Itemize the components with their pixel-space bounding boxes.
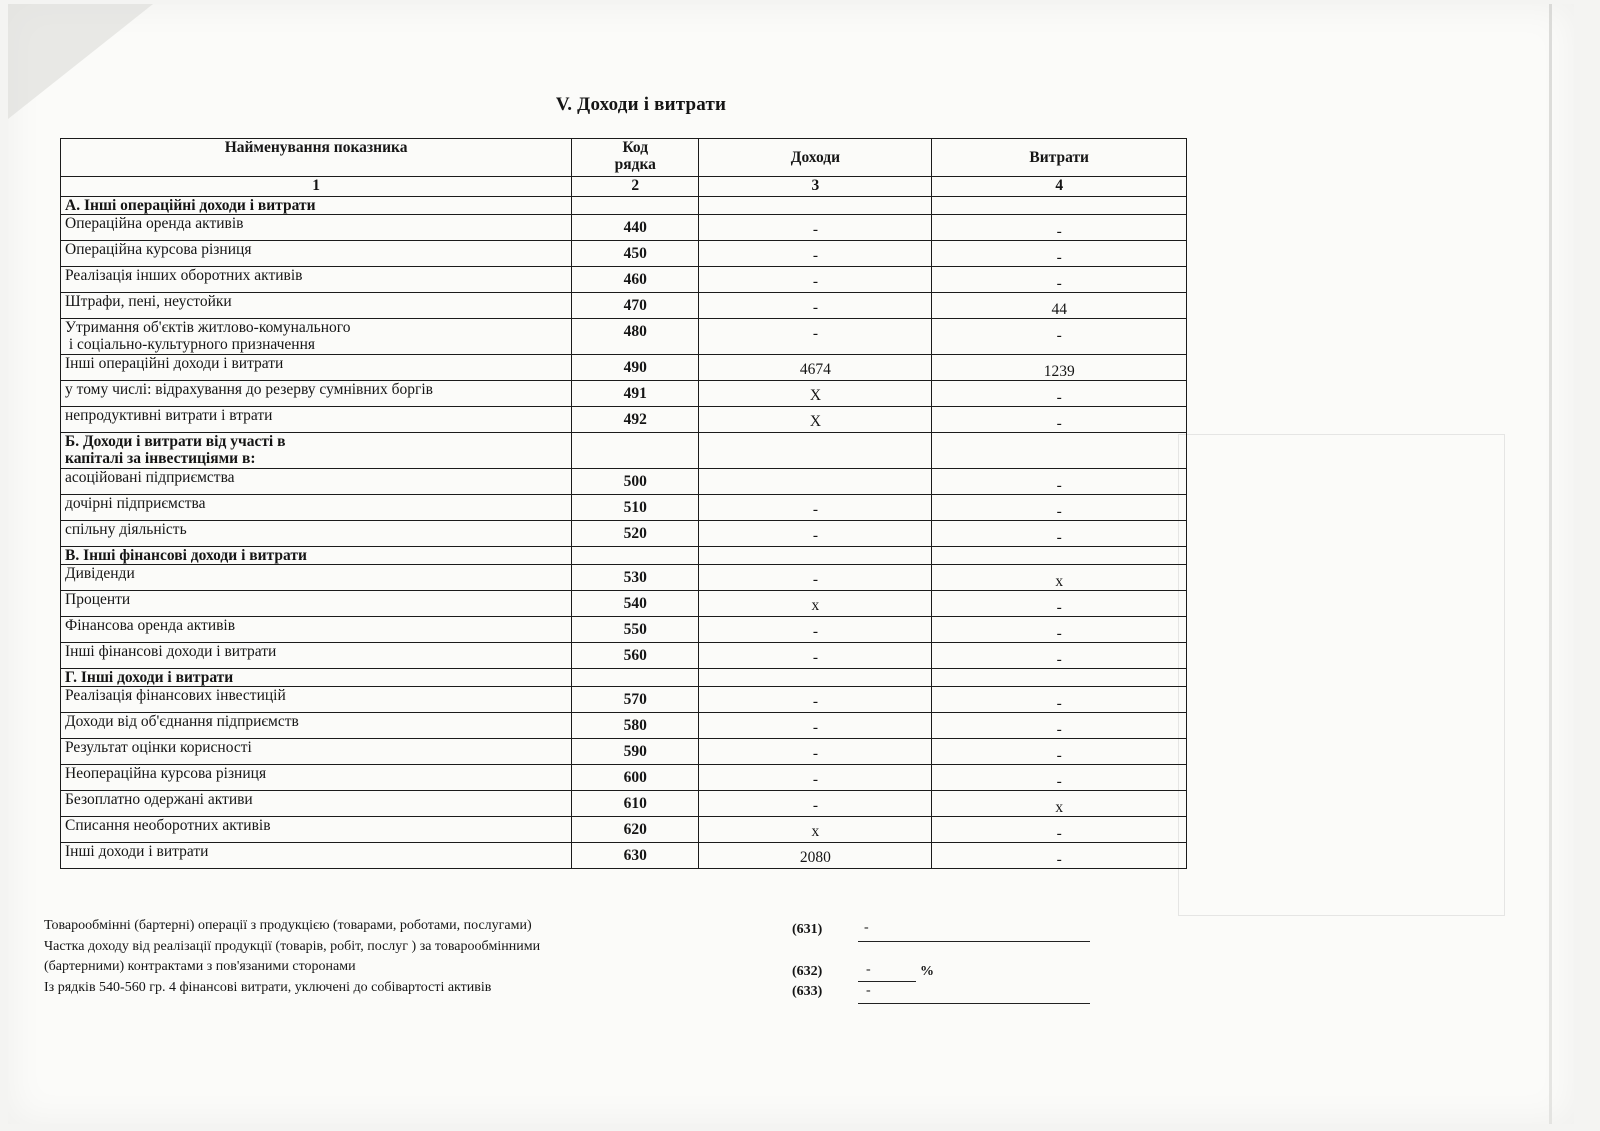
table-row	[61, 293, 1187, 319]
col-number-2: 2	[572, 177, 699, 197]
footer-line-share-cont: (бартерними) контрактами з пов'язаними сторонами	[44, 959, 356, 974]
section-label	[61, 197, 572, 215]
line-code: 491	[572, 381, 699, 407]
table-row	[61, 817, 1187, 843]
line-code: 480	[572, 319, 699, 355]
table-row	[61, 521, 1187, 547]
income-value: -	[699, 267, 932, 293]
col-number-4: 4	[932, 177, 1187, 197]
expense-value: 44	[932, 293, 1187, 319]
table-row	[61, 565, 1187, 591]
table-row	[61, 591, 1187, 617]
indicator-name	[61, 765, 572, 791]
expense-value: х	[932, 791, 1187, 817]
empty-cell	[572, 547, 699, 565]
line-code: 460	[572, 267, 699, 293]
expense-value: -	[932, 591, 1187, 617]
indicator-name	[61, 407, 572, 433]
page-edge	[1549, 4, 1552, 1124]
indicator-name-line: Списання необоротних активів	[65, 817, 271, 834]
line-code: 492	[572, 407, 699, 433]
empty-cell	[572, 433, 699, 469]
indicator-name	[61, 565, 572, 591]
income-value: -	[699, 319, 932, 355]
indicator-name-line: спільну діяльність	[65, 521, 187, 538]
footer-value-633: -	[866, 983, 871, 998]
income-value: х	[699, 591, 932, 617]
empty-cell	[699, 433, 932, 469]
table-row	[61, 843, 1187, 869]
indicator-name-line: Операційна оренда активів	[65, 215, 244, 232]
col-number-1: 1	[61, 177, 572, 197]
indicator-name-line: Дивіденди	[65, 565, 135, 582]
expense-value: -	[932, 843, 1187, 869]
indicator-name	[61, 469, 572, 495]
line-code: 490	[572, 355, 699, 381]
expense-value: -	[932, 319, 1187, 355]
footer-value-631: -	[864, 920, 869, 935]
table-row	[61, 765, 1187, 791]
line-code: 570	[572, 687, 699, 713]
expense-value: -	[932, 521, 1187, 547]
indicator-name-line: Інші фінансові доходи і витрати	[65, 643, 277, 660]
expense-value: -	[932, 643, 1187, 669]
income-expense-table	[60, 138, 1187, 869]
table-row	[61, 643, 1187, 669]
line-code: 530	[572, 565, 699, 591]
indicator-name-line: у тому числі: відрахування до резерву сумнівних боргів	[65, 381, 433, 398]
line-code: 600	[572, 765, 699, 791]
indicator-name	[61, 687, 572, 713]
income-value: -	[699, 643, 932, 669]
indicator-name	[61, 241, 572, 267]
expense-value: -	[932, 407, 1187, 433]
section-row	[61, 669, 1187, 687]
income-value: -	[699, 495, 932, 521]
indicator-name-line: Реалізація фінансових інвестицій	[65, 687, 286, 704]
section-label	[61, 669, 572, 687]
empty-cell	[699, 547, 932, 565]
header-code	[572, 139, 699, 177]
indicator-name-line: Інші операційні доходи і витрати	[65, 355, 284, 372]
expense-value: -	[932, 739, 1187, 765]
section-row	[61, 547, 1187, 565]
income-value: -	[699, 713, 932, 739]
line-code: 540	[572, 591, 699, 617]
indicator-name	[61, 713, 572, 739]
empty-cell	[932, 547, 1187, 565]
line-code: 470	[572, 293, 699, 319]
table-row	[61, 713, 1187, 739]
empty-cell	[572, 197, 699, 215]
indicator-name-line: Доходи від об'єднання підприємств	[65, 713, 299, 730]
indicator-name-line: дочірні підприємства	[65, 495, 206, 512]
empty-cell	[932, 197, 1187, 215]
income-value: -	[699, 791, 932, 817]
indicator-name-line: асоційовані підприємства	[65, 469, 235, 486]
header-income: Доходи	[699, 139, 932, 177]
indicator-name	[61, 381, 572, 407]
indicator-name-line: Інші доходи і витрати	[65, 843, 209, 860]
section-label-line: Г. Інші доходи і витрати	[65, 669, 234, 686]
header-name: Найменування показника	[61, 139, 572, 177]
indicator-name-line: Результат оцінки корисності	[65, 739, 252, 756]
indicator-name-line: Проценти	[65, 591, 131, 608]
table-row	[61, 215, 1187, 241]
line-code: 520	[572, 521, 699, 547]
section-row	[61, 433, 1187, 469]
indicator-name	[61, 617, 572, 643]
header-row	[61, 139, 1187, 177]
income-value: -	[699, 617, 932, 643]
footer-line-finance: Із рядків 540-560 гр. 4 фінансові витрати, уключені до собівартості активів	[44, 980, 492, 995]
footer-underline-631	[858, 941, 1090, 942]
income-value: -	[699, 765, 932, 791]
indicator-name-line: непродуктивні витрати і втрати	[65, 407, 273, 424]
indicator-name-line: Операційна курсова різниця	[65, 241, 252, 258]
income-value: 2080	[699, 843, 932, 869]
table-row	[61, 687, 1187, 713]
section-label-line: капіталі за інвестиціями в:	[65, 450, 256, 467]
income-value: -	[699, 687, 932, 713]
section-label-line: А. Інші операційні доходи і витрати	[65, 197, 316, 214]
income-value: Х	[699, 381, 932, 407]
table-row	[61, 319, 1187, 355]
header-code-line2: рядка	[614, 156, 656, 173]
empty-cell	[699, 669, 932, 687]
indicator-name	[61, 739, 572, 765]
expense-value: -	[932, 817, 1187, 843]
indicator-name-line: Реалізація інших оборотних активів	[65, 267, 303, 284]
line-code: 510	[572, 495, 699, 521]
indicator-name	[61, 643, 572, 669]
section-label	[61, 433, 572, 469]
income-value: -	[699, 565, 932, 591]
expense-value: -	[932, 215, 1187, 241]
line-code: 580	[572, 713, 699, 739]
line-code: 550	[572, 617, 699, 643]
footer-code-633: (633)	[792, 984, 823, 999]
indicator-name	[61, 791, 572, 817]
indicator-name	[61, 267, 572, 293]
footer-underline-632	[858, 981, 916, 982]
footer-percent-sign: %	[920, 964, 934, 979]
table-row	[61, 355, 1187, 381]
indicator-name-line: Утримання об'єктів житлово-комунального	[65, 319, 351, 336]
footer-underline-633	[858, 1003, 1090, 1004]
expense-value: -	[932, 469, 1187, 495]
table-row	[61, 381, 1187, 407]
indicator-name	[61, 521, 572, 547]
indicator-name	[61, 591, 572, 617]
indicator-name	[61, 495, 572, 521]
footer-value-632: -	[866, 962, 871, 977]
footer-line-barter: Товарообмінні (бартерні) операції з продукцією (товарами, роботами, послугами)	[44, 918, 532, 933]
income-value: Х	[699, 407, 932, 433]
expense-value: 1239	[932, 355, 1187, 381]
col-number-3: 3	[699, 177, 932, 197]
indicator-name-line: Неопераційна курсова різниця	[65, 765, 267, 782]
indicator-name	[61, 843, 572, 869]
line-code: 610	[572, 791, 699, 817]
line-code: 440	[572, 215, 699, 241]
line-code: 590	[572, 739, 699, 765]
section-row	[61, 197, 1187, 215]
line-code: 450	[572, 241, 699, 267]
income-value: -	[699, 293, 932, 319]
expense-value: -	[932, 617, 1187, 643]
expense-value: -	[932, 713, 1187, 739]
column-number-row	[61, 177, 1187, 197]
indicator-name	[61, 319, 572, 355]
line-code: 500	[572, 469, 699, 495]
income-value: -	[699, 215, 932, 241]
income-value	[699, 469, 932, 495]
header-code-line1: Код	[622, 139, 649, 156]
line-code: 620	[572, 817, 699, 843]
header-expense: Витрати	[932, 139, 1187, 177]
income-value: х	[699, 817, 932, 843]
table-row	[61, 495, 1187, 521]
section-title: V. Доходи і витрати	[555, 94, 727, 115]
expense-value: -	[932, 241, 1187, 267]
indicator-name-line: і соціально-культурного призначення	[65, 336, 316, 353]
empty-cell	[572, 669, 699, 687]
section-label-line: Б. Доходи і витрати від участі в	[65, 433, 286, 450]
expense-value: -	[932, 495, 1187, 521]
indicator-name	[61, 293, 572, 319]
table-row	[61, 617, 1187, 643]
indicator-name-line: Фінансова оренда активів	[65, 617, 236, 634]
indicator-name-line: Штрафи, пені, неустойки	[65, 293, 232, 310]
income-value: 4674	[699, 355, 932, 381]
indicator-name-line: Безоплатно одержані активи	[65, 791, 253, 808]
table-row	[61, 407, 1187, 433]
footer-code-631: (631)	[792, 922, 823, 937]
table-row	[61, 267, 1187, 293]
line-code: 560	[572, 643, 699, 669]
scanned-page	[8, 4, 1574, 1124]
table-row	[61, 469, 1187, 495]
expense-value: -	[932, 765, 1187, 791]
footer-line-share: Частка доходу від реалізації продукції (товарів, робіт, послуг ) за товарообмінними	[44, 939, 541, 954]
empty-cell	[932, 433, 1187, 469]
income-value: -	[699, 521, 932, 547]
line-code: 630	[572, 843, 699, 869]
expense-value: х	[932, 565, 1187, 591]
bleed-through-table	[1178, 434, 1505, 916]
empty-cell	[699, 197, 932, 215]
expense-value: -	[932, 687, 1187, 713]
income-value: -	[699, 739, 932, 765]
table-row	[61, 241, 1187, 267]
empty-cell	[932, 669, 1187, 687]
section-label	[61, 547, 572, 565]
footer-code-632: (632)	[792, 964, 823, 979]
indicator-name	[61, 817, 572, 843]
expense-value: -	[932, 381, 1187, 407]
income-value: -	[699, 241, 932, 267]
expense-value: -	[932, 267, 1187, 293]
table-row	[61, 791, 1187, 817]
section-label-line: В. Інші фінансові доходи і витрати	[65, 547, 307, 564]
table-row	[61, 739, 1187, 765]
indicator-name	[61, 215, 572, 241]
indicator-name	[61, 355, 572, 381]
